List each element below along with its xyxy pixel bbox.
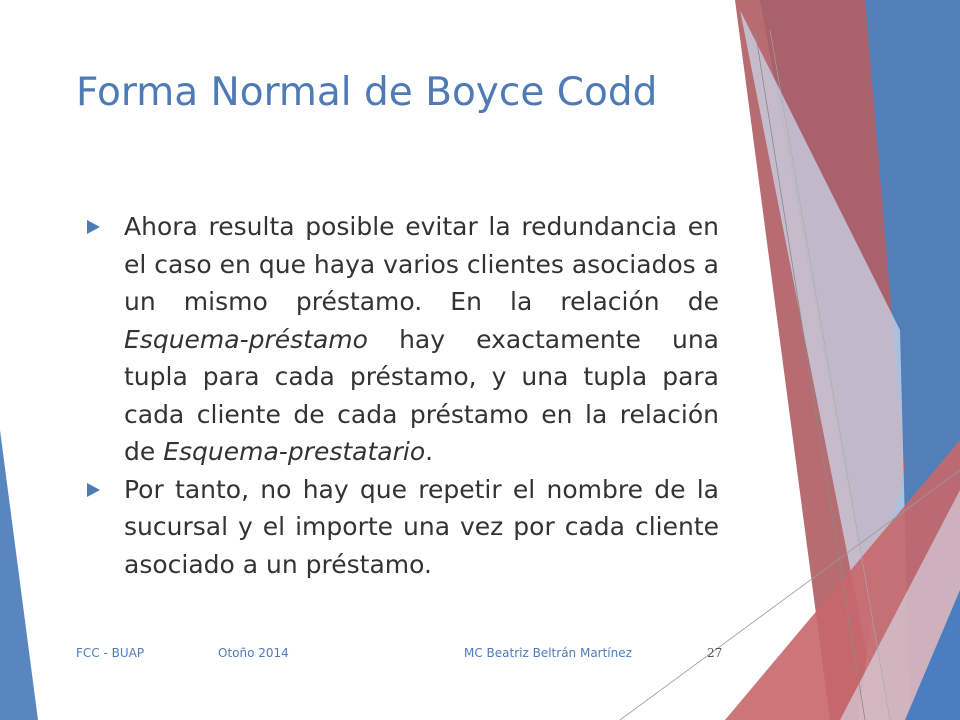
slide-title: Forma Normal de Boyce Codd xyxy=(76,70,658,115)
footer-institution: FCC - BUAP xyxy=(76,646,145,660)
bullet-1-emphasis-b: Esquema-prestatario xyxy=(163,437,426,466)
bullet-1-text-c: . xyxy=(425,437,434,466)
bullet-arrow-icon xyxy=(87,483,100,497)
bullet-point-2 xyxy=(84,471,719,584)
bullet-1-text-b: hay exactamente una tupla para cada préstamo, y una tupla para cada cliente de cada préstamo en la relación de xyxy=(124,324,719,466)
bullet-arrow-icon xyxy=(87,220,100,234)
page-number: 27 xyxy=(707,646,723,660)
bullet-1-text-a: Ahora resulta posible evitar la redundancia en el caso en que haya varios clientes asociados a un mismo préstamo. En la relación de xyxy=(124,212,719,316)
footer-term: Otoño 2014 xyxy=(218,646,289,660)
bullet-1-emphasis-a: Esquema-préstamo xyxy=(124,324,368,354)
left-edge-blue-triangle xyxy=(0,430,38,720)
slide-content xyxy=(84,208,719,583)
bullet-2-text: Por tanto, no hay que repetir el nombre de la sucursal y el importe una vez por cada cliente asociado a un préstamo. xyxy=(124,474,719,579)
bullet-point-1 xyxy=(84,208,719,471)
footer-author: MC Beatriz Beltrán Martínez xyxy=(464,646,632,660)
